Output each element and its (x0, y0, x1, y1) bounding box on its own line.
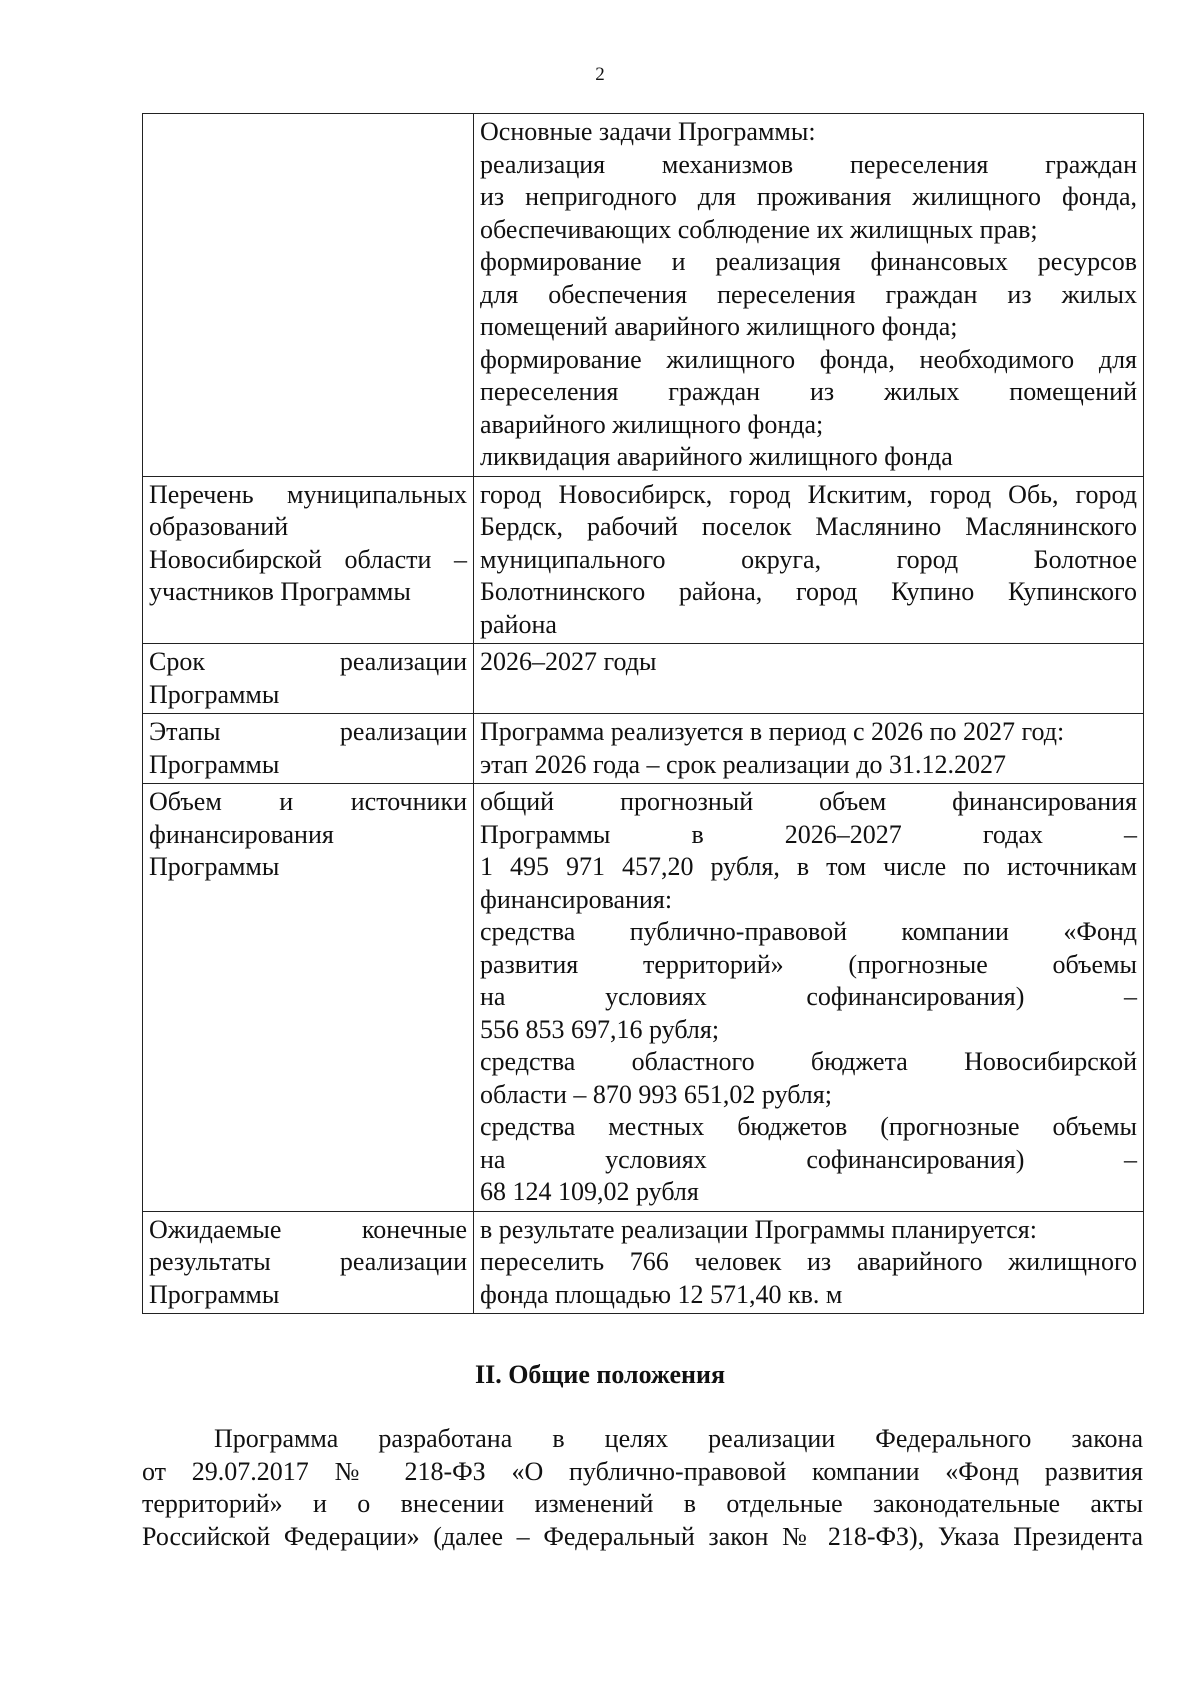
row-value-cell (474, 1211, 1144, 1314)
row-value-cell (474, 784, 1144, 1212)
value-line: для обеспечения переселения граждан из жилых (480, 279, 1137, 309)
row-value-cell (474, 644, 1144, 714)
value-line: формирование и реализация финансовых ресурсов (480, 247, 1137, 276)
value-line: из непригодного для проживания жилищного фонда, (480, 182, 1137, 211)
value-line: 1 495 971 457,20 рубля, в том числе по источникам (480, 852, 1137, 881)
section-heading: II. Общие положения (474, 1360, 726, 1389)
label-line: Этапы реализации (149, 717, 467, 746)
value-line: переселить 766 человек из аварийного жилищного (480, 1247, 1137, 1276)
table-row (143, 476, 1144, 644)
value-line: формирование жилищного фонда, необходимого для (480, 344, 1137, 374)
row-label-cell (143, 1211, 474, 1314)
body-paragraph (142, 1423, 1143, 1553)
value-line: на условиях софинансирования) – (480, 1144, 1137, 1174)
value-line: района (480, 609, 557, 639)
paragraph-line: от 29.07.2017 № 218-ФЗ «О публично-правовой компании «Фонд развития (142, 1456, 1143, 1486)
value-line: развития территорий» (прогнозные объемы (480, 949, 1137, 979)
value-line: муниципального округа, город Болотное (480, 544, 1137, 574)
label-line: участников Программы (149, 577, 411, 606)
table-row (143, 714, 1144, 784)
label-line: результаты реализации (149, 1247, 467, 1276)
row-label-cell (143, 644, 474, 714)
label-line: образований (149, 512, 289, 541)
label-line: Программы (149, 749, 280, 779)
value-line: Бердск, рабочий поселок Маслянино Маслянинского (480, 512, 1137, 541)
value-line: области – 870 993 651,02 рубля; (480, 1079, 832, 1109)
value-line: ликвидация аварийного жилищного фонда (480, 442, 953, 471)
table-row (143, 784, 1144, 1212)
value-line: реализация механизмов переселения граждан (480, 149, 1137, 179)
label-line: финансирования (149, 819, 334, 849)
page-number: 2 (595, 64, 605, 85)
value-line: 68 124 109,02 рубля (480, 1177, 699, 1206)
value-line: помещений аварийного жилищного фонда; (480, 312, 958, 341)
label-line: Перечень муниципальных (149, 479, 467, 509)
value-line: 556 853 697,16 рубля; (480, 1014, 720, 1044)
value-line: Программы в 2026–2027 годах – (480, 819, 1137, 849)
paragraph-line: территорий» и о внесении изменений в отдельные законодательные акты (142, 1489, 1143, 1518)
value-line: общий прогнозный объем финансирования (480, 787, 1137, 816)
label-line: Программы (149, 679, 280, 709)
value-line: Болотнинского района, город Купино Купинского (480, 577, 1137, 606)
value-line: средства областного бюджета Новосибирской (480, 1047, 1137, 1076)
row-label-cell (143, 114, 474, 477)
value-line: 2026–2027 годы (480, 647, 657, 676)
label-line: Новосибирской области – (149, 544, 467, 574)
value-line: Основные задачи Программы: (480, 117, 816, 146)
value-line: средства публично-правовой компании «Фонд (480, 917, 1137, 946)
value-line: в результате реализации Программы планируется: (480, 1214, 1037, 1244)
value-line: финансирования: (480, 884, 673, 914)
value-line: переселения граждан из жилых помещений (480, 377, 1137, 406)
table-row (143, 644, 1144, 714)
value-line: Программа реализуется в период с 2026 по 2027 год: (480, 717, 1065, 746)
label-line: Программы (149, 1279, 280, 1309)
table-row (143, 114, 1144, 477)
value-line: обеспечивающих соблюдение их жилищных прав; (480, 214, 1038, 244)
label-line: Срок реализации (149, 647, 467, 676)
row-label-cell (143, 476, 474, 644)
label-line: Программы (149, 852, 280, 881)
value-line: на условиях софинансирования) – (480, 982, 1137, 1011)
row-label-cell (143, 784, 474, 1212)
value-line: фонда площадью 12 571,40 кв. м (480, 1279, 843, 1309)
label-line: Ожидаемые конечные (149, 1214, 467, 1244)
label-line: Объем и источники (149, 787, 467, 816)
value-line: средства местных бюджетов (прогнозные объемы (480, 1112, 1137, 1141)
paragraph-line: Российской Федерации» (далее – Федеральный закон № 218-ФЗ), Указа Президента (142, 1521, 1143, 1551)
value-line: аварийного жилищного фонда; (480, 409, 824, 439)
table-row (143, 1211, 1144, 1314)
value-line: город Новосибирск, город Искитим, город Обь, город (480, 479, 1137, 509)
row-value-cell (474, 476, 1144, 644)
row-label-cell (143, 714, 474, 784)
row-value-cell (474, 714, 1144, 784)
row-value-cell (474, 114, 1144, 477)
value-line: этап 2026 года – срок реализации до 31.12.2027 (480, 749, 1006, 779)
program-passport-table (142, 113, 1144, 1314)
paragraph-line: Программа разработана в целях реализации Федерального закона (214, 1424, 1143, 1453)
